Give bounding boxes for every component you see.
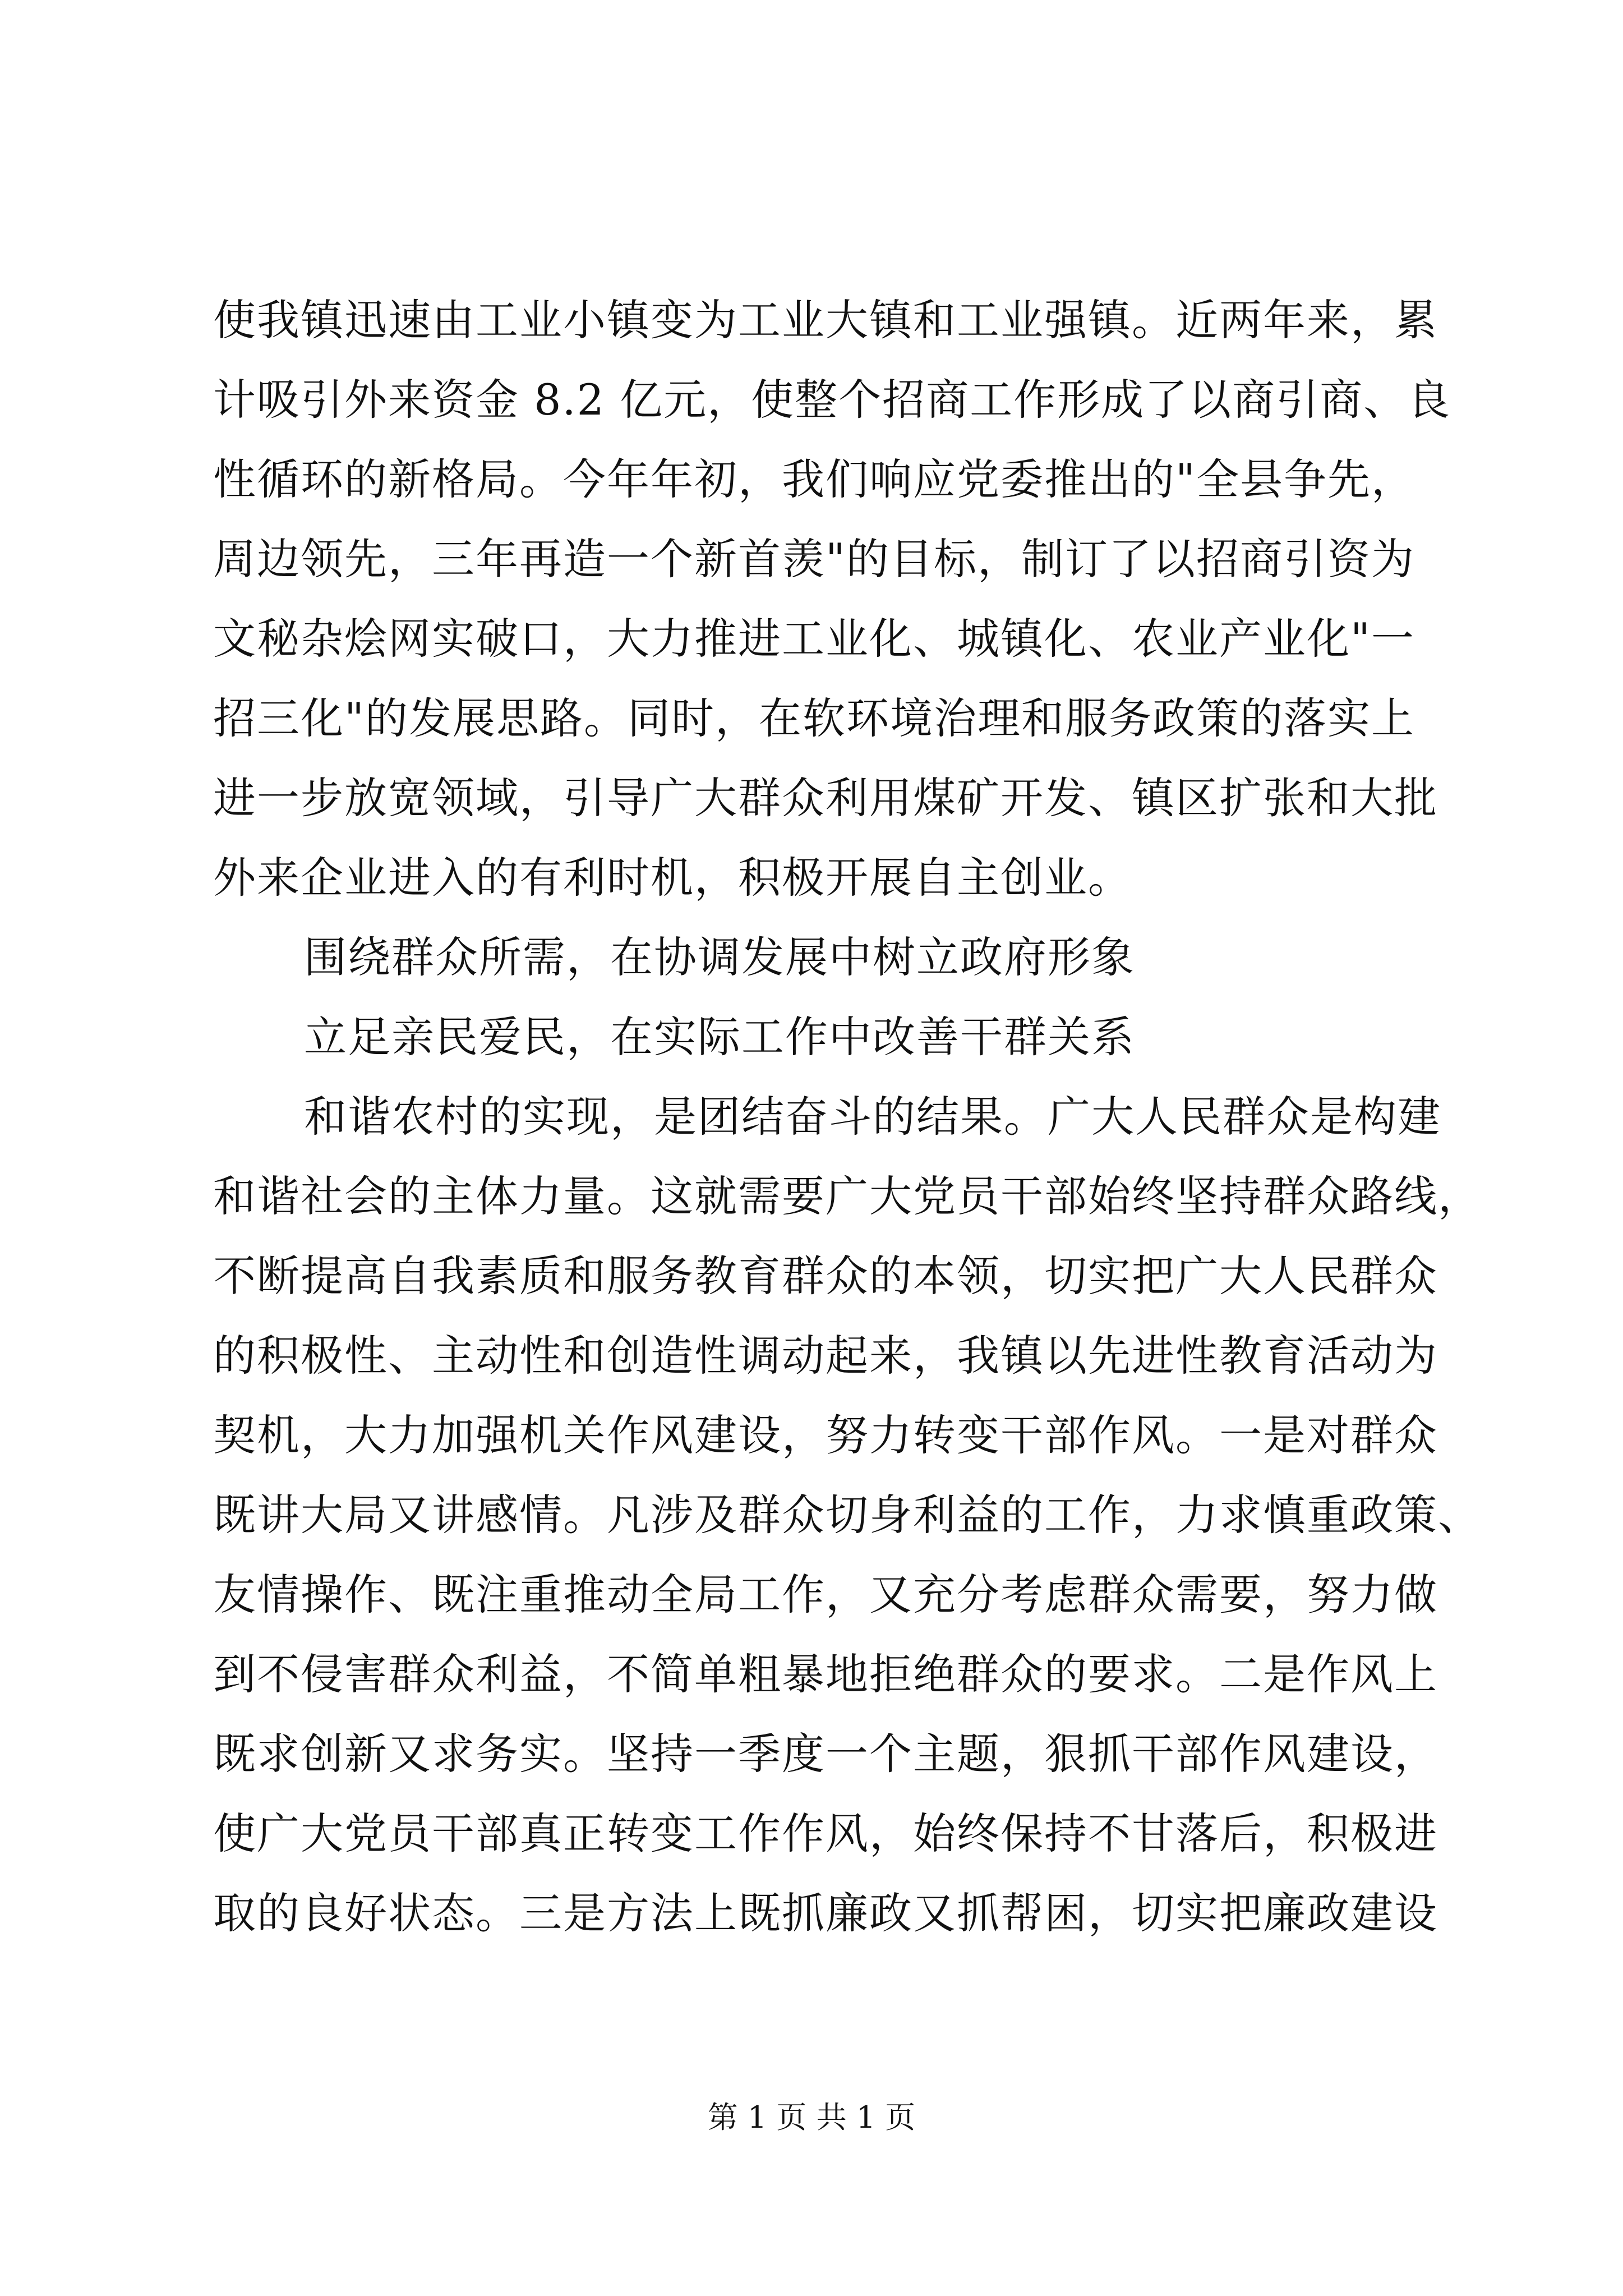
text-line: 的积极性、主动性和创造性调动起来，我镇以先进性教育活动为 [213,1331,1438,1381]
text-line: 周边领先，三年再造一个新首羡"的目标，制订了以招商引资为 [213,534,1415,584]
text-line: 契机，大力加强机关作风建设，努力转变干部作风。一是对群众 [213,1410,1438,1460]
document-body [213,280,1482,1953]
section-heading: 立足亲民爱民，在实际工作中改善干群关系 [304,1012,1135,1062]
text-line: 使我镇迅速由工业小镇变为工业大镇和工业强镇。近两年来，累 [213,295,1438,345]
text-line: 计吸引外来资金 8.2 亿元，使整个招商工作形成了以商引商、良 [213,375,1451,425]
text-line: 使广大党员干部真正转变工作作风，始终保持不甘落后，积极进 [213,1809,1438,1858]
text-line: 招三化"的发展思路。同时，在软环境治理和服务政策的落实上 [213,693,1415,743]
text-line: 进一步放宽领域，引导广大群众利用煤矿开发、镇区扩张和大批 [213,773,1438,823]
text-line: 外来企业进入的有利时机，积极开展自主创业。 [213,853,1132,903]
section-heading: 围绕群众所需，在协调发展中树立政府形象 [304,932,1135,982]
text-line: 到不侵害群众利益，不简单粗暴地拒绝群众的要求。二是作风上 [213,1649,1438,1699]
text-line: 文秘杂烩网实破口，大力推进工业化、城镇化、农业产业化"一 [213,614,1415,664]
text-line: 不断提高自我素质和服务教育群众的本领，切实把广大人民群众 [213,1251,1438,1301]
text-line: 和谐社会的主体力量。这就需要广大党员干部始终坚持群众路线， [213,1171,1482,1221]
text-line: 既讲大局又讲感情。凡涉及群众切身利益的工作，力求慎重政策、 [213,1490,1482,1540]
text-line: 性循环的新格局。今年年初，我们响应党委推出的"全县争先， [213,454,1415,504]
text-line: 既求创新又求务实。坚持一季度一个主题，狠抓干部作风建设， [213,1729,1438,1779]
paragraph-first-line: 和谐农村的实现，是团结奋斗的结果。广大人民群众是构建 [304,1092,1441,1142]
text-line: 友情操作、既注重推动全局工作，又充分考虑群众需要，努力做 [213,1570,1438,1619]
text-line: 取的良好状态。三是方法上既抓廉政又抓帮困，切实把廉政建设 [213,1888,1438,1938]
page-footer: 第 1 页 共 1 页 [707,2100,916,2135]
